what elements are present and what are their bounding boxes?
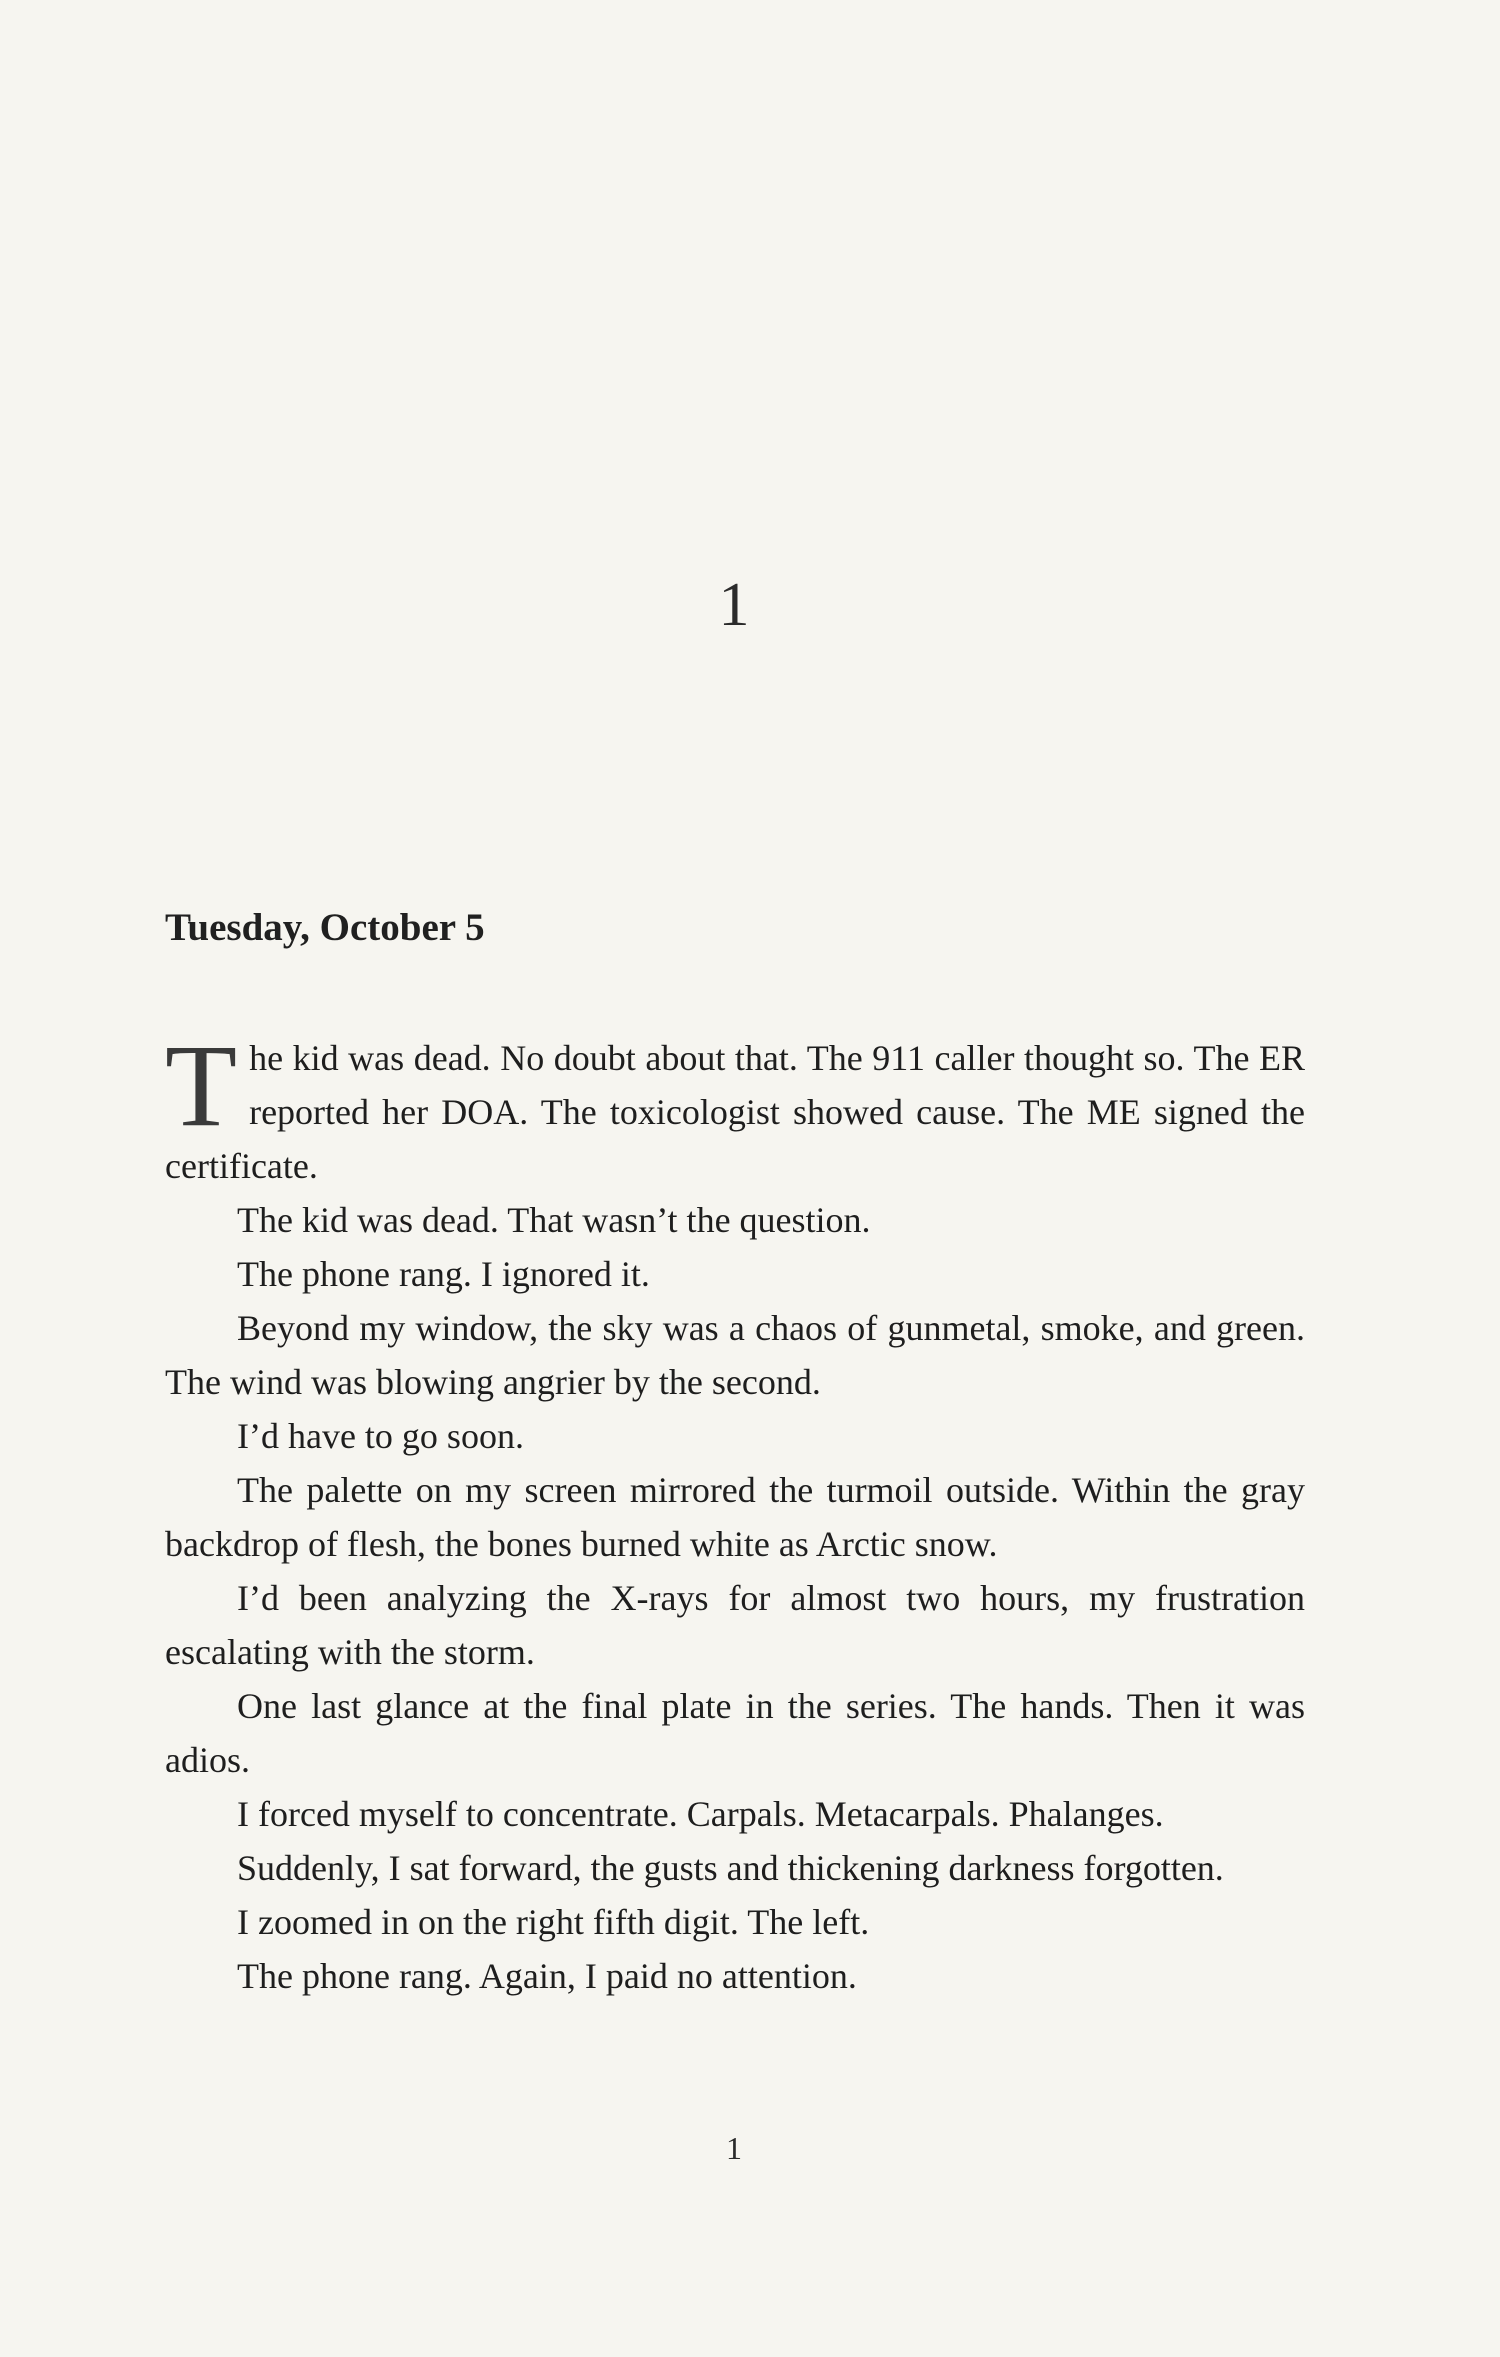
paragraph-12: The phone rang. Again, I paid no attention. bbox=[237, 1956, 857, 1996]
page-number-text: 1 bbox=[726, 2130, 742, 2166]
paragraph-3: The phone rang. I ignored it. bbox=[237, 1254, 650, 1294]
paragraph-1-text: he kid was dead. No doubt about that. The 911 caller thought so. The ER reported her DOA. The toxicologist showed cause. The ME signed the certificate. bbox=[165, 1038, 1305, 1186]
paragraph-7: I’d been analyzing the X-rays for almost two hours, my frustration escalating with the storm. bbox=[165, 1578, 1305, 1672]
paragraph-10: Suddenly, I sat forward, the gusts and thickening darkness forgotten. bbox=[237, 1848, 1224, 1888]
page-number bbox=[0, 2126, 1500, 2170]
chapter-number-text: 1 bbox=[718, 571, 750, 639]
date-heading: Tuesday, October 5 bbox=[165, 906, 485, 949]
drop-cap: T bbox=[165, 1020, 238, 1151]
paragraph-1 bbox=[165, 1020, 1305, 1193]
paragraph-8: One last glance at the final plate in the series. The hands. Then it was adios. bbox=[165, 1686, 1305, 1780]
paragraph-11: I zoomed in on the right fifth digit. The left. bbox=[237, 1902, 870, 1942]
paragraph-4: Beyond my window, the sky was a chaos of gunmetal, smoke, and green. The wind was blowing angrier by the second. bbox=[165, 1308, 1305, 1402]
paragraph-9: I forced myself to concentrate. Carpals. Metacarpals. Phalanges. bbox=[237, 1794, 1164, 1834]
chapter-number bbox=[0, 565, 1500, 645]
chapter-body bbox=[165, 1020, 1305, 2003]
paragraph-2: The kid was dead. That wasn’t the question. bbox=[237, 1200, 871, 1240]
paragraph-5: I’d have to go soon. bbox=[237, 1416, 524, 1456]
paragraph-6: The palette on my screen mirrored the turmoil outside. Within the gray backdrop of flesh, the bones burned white as Arctic snow. bbox=[165, 1470, 1305, 1564]
